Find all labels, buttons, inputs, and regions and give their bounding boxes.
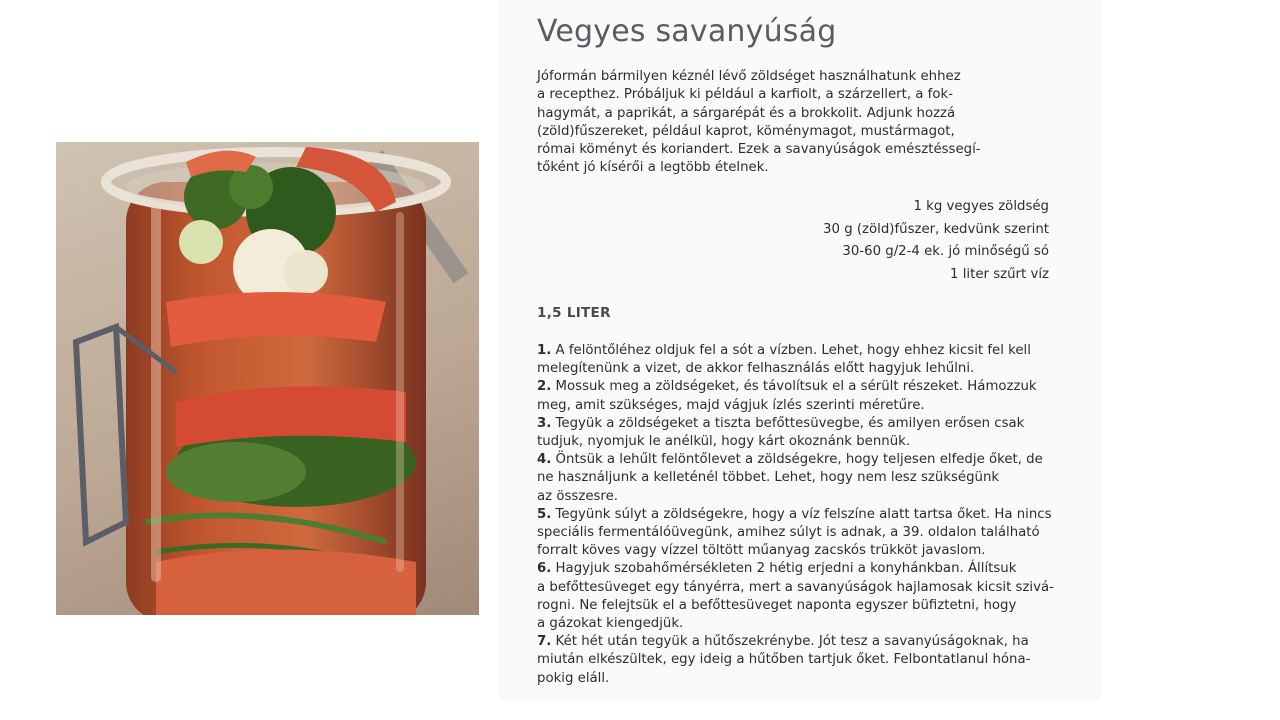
step-line bbox=[537, 506, 1077, 524]
step-line: a gázokat kiengedjük. bbox=[537, 616, 684, 632]
step-number: 1. bbox=[537, 343, 552, 358]
recipe-intro bbox=[537, 68, 1057, 178]
step-line: rogni. Ne felejtsük el a befőttesüveget naponta egyszer büfiztetni, hogy bbox=[537, 597, 1017, 613]
recipe-yield: 1,5 LITER bbox=[537, 305, 611, 321]
step-line: melegítenünk a vizet, de akkor felhasználás előtt hagyjuk lehűlni. bbox=[537, 361, 975, 377]
intro-line: hagymát, a paprikát, a sárgarépát és a brokkolit. Adjunk hozzá bbox=[537, 105, 956, 121]
ingredient-item: 30-60 g/2-4 ek. jó minőségű só bbox=[842, 244, 1049, 260]
recipe-title: Vegyes savanyúság bbox=[537, 14, 837, 49]
step-line: pokig eláll. bbox=[537, 670, 610, 686]
step-line bbox=[537, 342, 1077, 360]
pickle-jar-icon bbox=[56, 142, 479, 615]
intro-line: Jóformán bármilyen kéznél lévő zöldséget használhatunk ehhez bbox=[537, 69, 961, 84]
ingredient-list bbox=[823, 196, 1049, 286]
step-number: 4. bbox=[537, 452, 552, 468]
step-list bbox=[537, 342, 1077, 688]
step-number: 5. bbox=[537, 506, 552, 522]
step-line bbox=[537, 415, 1077, 433]
step-line: ne használjunk a kelleténél többet. Lehet, hogy nem lesz szükségünk bbox=[537, 470, 1000, 486]
intro-line: a recepthez. Próbáljuk ki például a karfiolt, a szárzellert, a fok- bbox=[537, 87, 953, 103]
step-line bbox=[537, 633, 1077, 651]
intro-line: római köményt és koriandert. Ezek a savanyúságok emésztéssegí- bbox=[537, 142, 981, 158]
step-line: az összesre. bbox=[537, 488, 619, 504]
intro-line: (zöld)fűszereket, például kaprot, köménymagot, mustármagot, bbox=[537, 123, 955, 139]
step-text: Hagyjuk szobahőmérsékleten 2 hétig erjedni a konyhánkban. Állítsuk bbox=[555, 561, 1017, 577]
step-line bbox=[537, 560, 1077, 578]
recipe-page bbox=[499, 0, 1101, 700]
step-number: 2. bbox=[537, 379, 552, 395]
step-number: 6. bbox=[537, 561, 552, 577]
step-text: Tegyünk súlyt a zöldségekre, hogy a víz felszíne alatt tartsa őket. Ha nincs bbox=[555, 506, 1052, 522]
step-line bbox=[537, 451, 1077, 469]
step-text: Mossuk meg a zöldségeket, és távolítsuk el a sérült részeket. Hámozzuk bbox=[555, 379, 1037, 395]
intro-line: tőként jó kísérői a legtöbb ételnek. bbox=[537, 160, 769, 176]
ingredient-item: 1 kg vegyes zöldség bbox=[913, 199, 1049, 214]
step-line: a befőttesüveget egy tányérra, mert a savanyúságok hajlamosak kicsit szivá- bbox=[537, 579, 1054, 595]
step-text: A felöntőléhez oldjuk fel a sót a vízben. Lehet, hogy ehhez kicsit fel kell bbox=[555, 343, 1031, 358]
step-line: meg, amit szükséges, majd vágjuk ízlés szerinti méretűre. bbox=[537, 397, 925, 413]
step-number: 3. bbox=[537, 415, 552, 431]
step-text: Öntsük a lehűlt felöntőlevet a zöldségekre, hogy teljesen elfedje őket, de bbox=[555, 452, 1043, 468]
pickle-jar-photo bbox=[56, 142, 479, 615]
ingredient-item: 1 liter szűrt víz bbox=[950, 266, 1049, 282]
step-line bbox=[537, 378, 1077, 396]
step-text: Két hét után tegyük a hűtőszekrénybe. Jót tesz a savanyúságoknak, ha bbox=[555, 634, 1029, 650]
step-line: forralt köves vagy vízzel töltött műanyag zacskós trükköt javaslom. bbox=[537, 543, 986, 559]
ingredient-item: 30 g (zöld)fűszer, kedvünk szerint bbox=[823, 221, 1049, 237]
step-line: speciális fermentálóüvegünk, amihez súlyt is adnak, a 39. oldalon található bbox=[537, 525, 1040, 541]
step-line: tudjuk, nyomjuk le anélkül, hogy kárt okoznánk bennük. bbox=[537, 434, 911, 450]
step-number: 7. bbox=[537, 634, 552, 650]
step-line: miután elkészültek, egy ideig a hűtőben tartjuk őket. Felbontatlanul hóna- bbox=[537, 652, 1031, 668]
step-text: Tegyük a zöldségeket a tiszta befőttesüvegbe, és amilyen erősen csak bbox=[555, 415, 1025, 431]
